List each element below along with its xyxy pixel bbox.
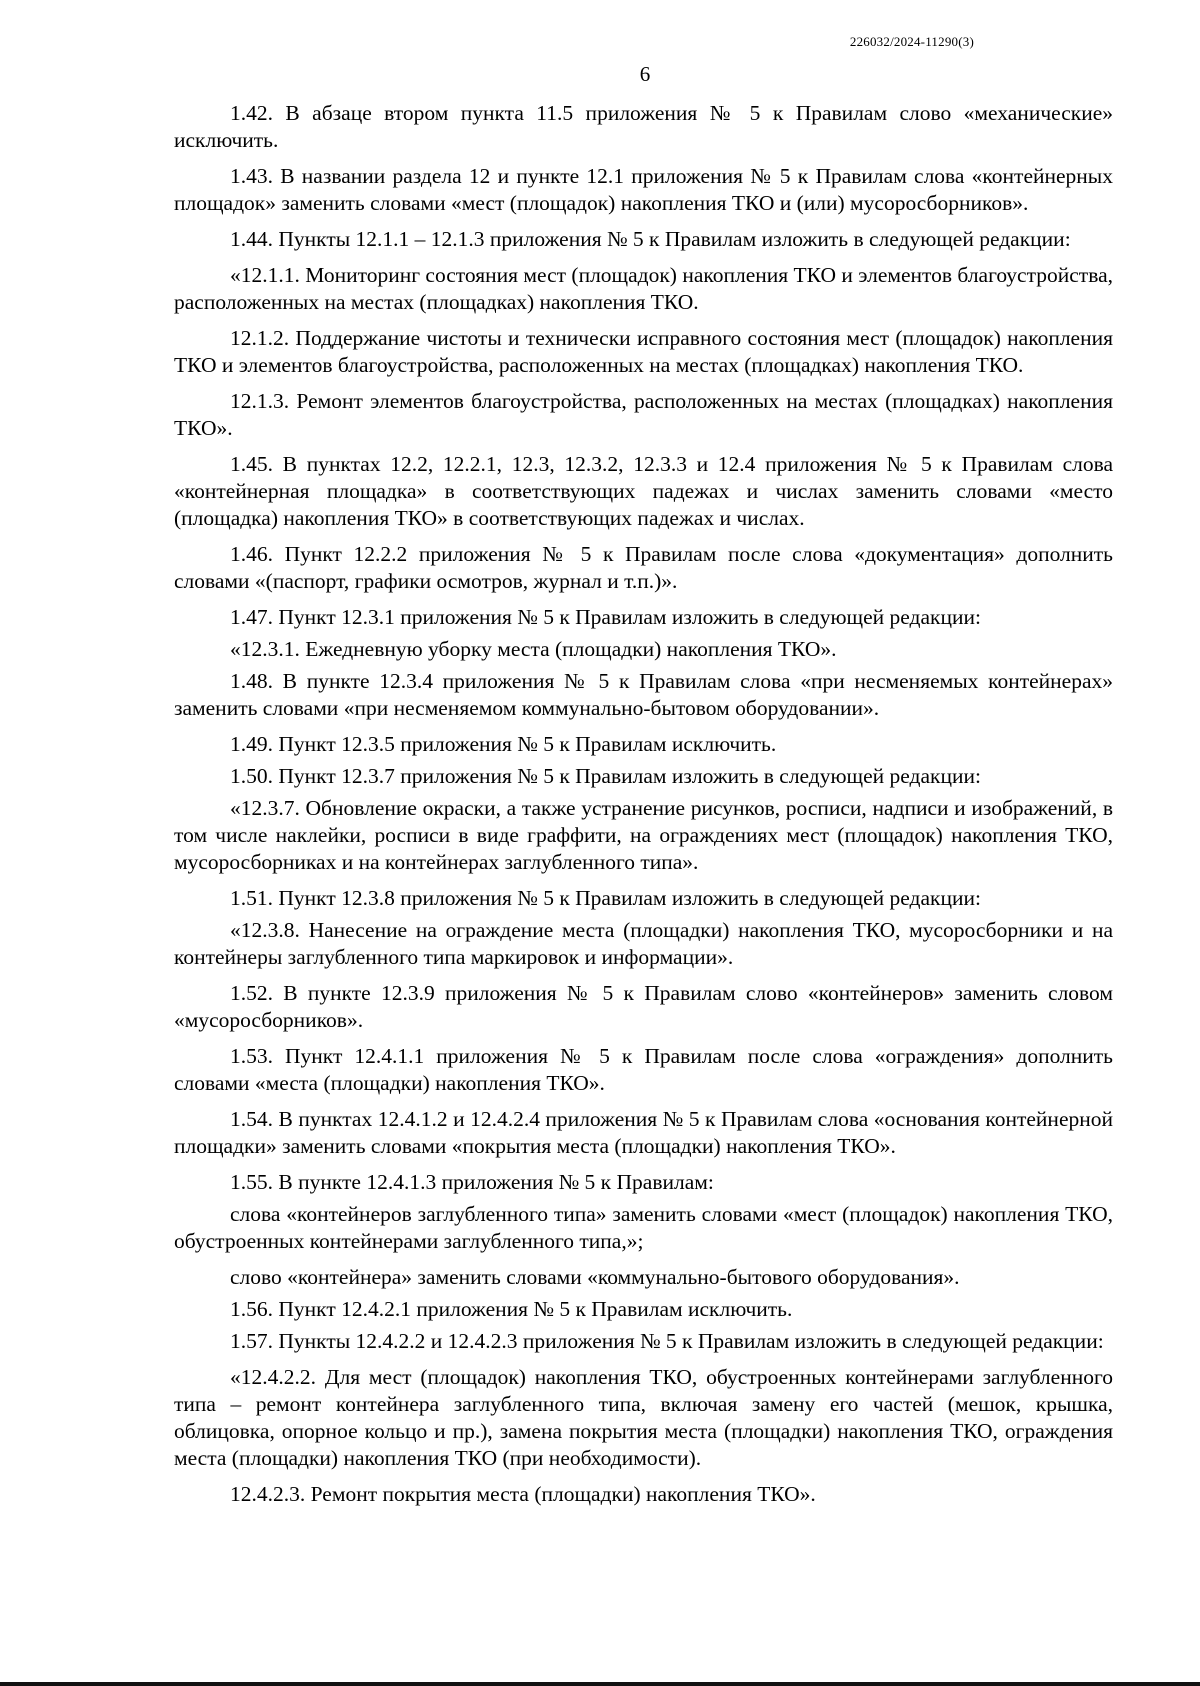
paragraph-1-55-item-2: слово «контейнера» заменить словами «коммунально-бытового оборудования».: [230, 1265, 960, 1289]
paragraph-1-51: 1.51. Пункт 12.3.8 приложения № 5 к Правилам изложить в следующей редакции:: [230, 886, 981, 910]
paragraph-1-54: 1.54. В пунктах 12.4.1.2 и 12.4.2.4 приложения № 5 к Правилам слова «основания контейнерной площадки» заменить словами «покрытия места (площадки) накопления ТКО».: [174, 1107, 1113, 1158]
paragraph-1-56: 1.56. Пункт 12.4.2.1 приложения № 5 к Правилам исключить.: [230, 1297, 793, 1321]
paragraph-12-1-2: 12.1.2. Поддержание чистоты и технически исправного состояния мест (площадок) накопления ТКО и элементов благоустройства, расположенных на местах (площадках) накопления ТКО.: [174, 326, 1113, 377]
document-body: [174, 100, 1113, 1517]
paragraph-1-53: 1.53. Пункт 12.4.1.1 приложения № 5 к Правилам после слова «ограждения» дополнить словами «места (площадки) накопления ТКО».: [174, 1044, 1113, 1095]
paragraph-1-43: 1.43. В названии раздела 12 и пункте 12.1 приложения № 5 к Правилам слова «контейнерных площадок» заменить словами «мест (площадок) накопления ТКО и (или) мусоросборников».: [174, 164, 1113, 215]
paragraph-12-3-8: «12.3.8. Нанесение на ограждение места (площадки) накопления ТКО, мусоросборники и на контейнеры заглубленного типа маркировок и информации».: [174, 918, 1113, 969]
document-registration-number: 226032/2024-11290(3): [849, 34, 974, 49]
paragraph-1-55-item-1: слова «контейнеров заглубленного типа» заменить словами «мест (площадок) накопления ТКО, обустроенных контейнерами заглубленного типа,»;: [174, 1202, 1113, 1253]
paragraph-1-50: 1.50. Пункт 12.3.7 приложения № 5 к Правилам изложить в следующей редакции:: [230, 764, 981, 788]
paragraph-1-49: 1.49. Пункт 12.3.5 приложения № 5 к Правилам исключить.: [230, 732, 777, 756]
page-number: 6: [639, 62, 651, 86]
paragraph-1-45: 1.45. В пунктах 12.2, 12.2.1, 12.3, 12.3.2, 12.3.3 и 12.4 приложения № 5 к Правилам слова «контейнерная площадка» в соответствующих падежах и числах заменить словами «место (площадка) накопления ТКО» в соответствующих падежах и числах.: [174, 452, 1113, 530]
paragraph-1-48: 1.48. В пункте 12.3.4 приложения № 5 к Правилам слова «при несменяемых контейнерах» заменить словами «при несменяемом коммунально-бытовом оборудовании».: [174, 669, 1113, 720]
paragraph-1-55: 1.55. В пункте 12.4.1.3 приложения № 5 к Правилам:: [230, 1170, 714, 1194]
paragraph-12-1-3: 12.1.3. Ремонт элементов благоустройства, расположенных на местах (площадках) накопления ТКО».: [174, 389, 1113, 440]
paragraph-1-57: 1.57. Пункты 12.4.2.2 и 12.4.2.3 приложения № 5 к Правилам изложить в следующей редакции:: [230, 1329, 1104, 1353]
paragraph-12-4-2-2: «12.4.2.2. Для мест (площадок) накопления ТКО, обустроенных контейнерами заглубленного типа – ремонт контейнера заглубленного типа, включая замену его частей (мешок, крышка, облицовка, опорное кольцо и пр.), замена покрытия места (площадки) накопления ТКО, ограждения места (площадки) накопления ТКО (при необходимости).: [174, 1365, 1113, 1470]
scan-bottom-edge: [0, 1682, 1200, 1686]
paragraph-12-1-1: «12.1.1. Мониторинг состояния мест (площадок) накопления ТКО и элементов благоустройства, расположенных на местах (площадках) накопления ТКО.: [174, 263, 1113, 314]
paragraph-1-46: 1.46. Пункт 12.2.2 приложения № 5 к Правилам после слова «документация» дополнить словами «(паспорт, графики осмотров, журнал и т.п.)».: [174, 542, 1113, 593]
paragraph-1-52: 1.52. В пункте 12.3.9 приложения № 5 к Правилам слово «контейнеров» заменить словом «мусоросборников».: [174, 981, 1113, 1032]
paragraph-1-44: 1.44. Пункты 12.1.1 – 12.1.3 приложения № 5 к Правилам изложить в следующей редакции:: [230, 227, 1071, 251]
paragraph-12-3-1: «12.3.1. Ежедневную уборку места (площадки) накопления ТКО».: [230, 637, 837, 661]
paragraph-12-4-2-3: 12.4.2.3. Ремонт покрытия места (площадки) накопления ТКО».: [230, 1482, 816, 1506]
paragraph-1-47: 1.47. Пункт 12.3.1 приложения № 5 к Правилам изложить в следующей редакции:: [230, 605, 981, 629]
paragraph-12-3-7: «12.3.7. Обновление окраски, а также устранение рисунков, росписи, надписи и изображений, в том числе наклейки, росписи в виде граффити, на ограждениях мест (площадок) накопления ТКО, мусоросборниках и на контейнерах заглубленного типа».: [174, 796, 1113, 874]
paragraph-1-42: 1.42. В абзаце втором пункта 11.5 приложения № 5 к Правилам слово «механические» исключить.: [174, 101, 1113, 152]
